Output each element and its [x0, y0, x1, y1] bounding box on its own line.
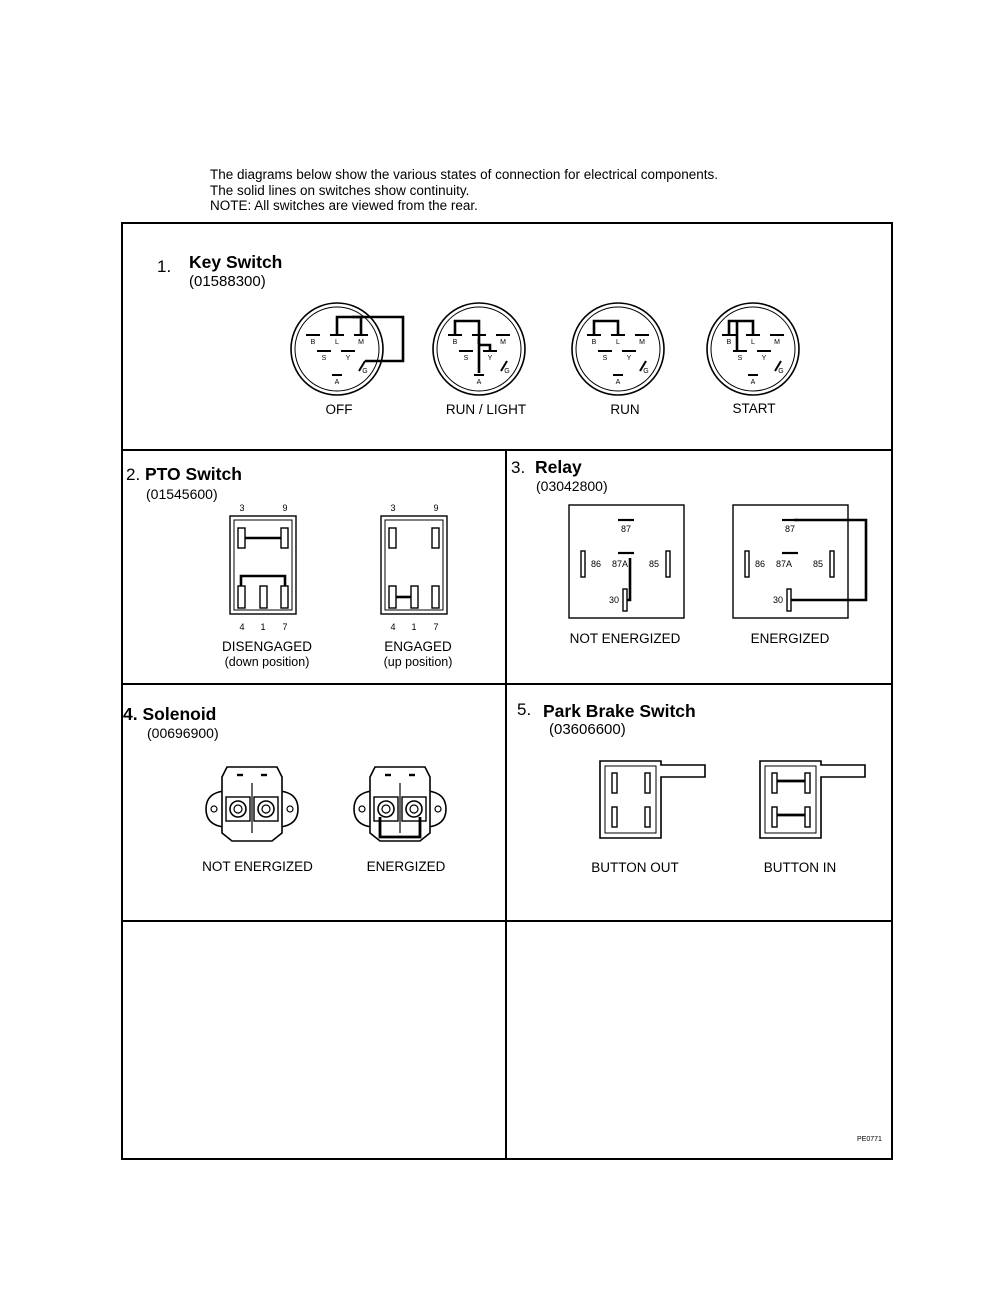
relay-label-87a: 87A	[775, 559, 793, 569]
pto-terminal-3	[389, 528, 396, 548]
key-switch-label-G: G	[778, 368, 784, 375]
key-switch-label-L: L	[751, 339, 755, 346]
divider-column	[505, 449, 507, 1158]
park-brake-state-button-out: BUTTON OUT	[591, 860, 679, 875]
relay-label-30: 30	[772, 595, 784, 605]
key-switch-start-diagram	[693, 295, 823, 405]
park-brake-terminal-bottom-right	[645, 807, 650, 827]
key-switch-state-run-light: RUN / LIGHT	[445, 402, 527, 417]
pto-switch-number: 2.	[126, 465, 141, 484]
relay-terminal-85	[830, 551, 834, 577]
key-switch-label-G: G	[362, 368, 368, 375]
relay-label-30: 30	[608, 595, 620, 605]
pto-terminal-9	[281, 528, 288, 548]
park-brake-button-in-diagram	[759, 760, 869, 842]
key-switch-label-M: M	[500, 339, 506, 346]
pto-pin-label-1: 1	[411, 622, 417, 632]
pto-terminal-1	[260, 586, 267, 608]
solenoid-part-number: (00696900)	[147, 725, 219, 741]
relay-terminal-85	[666, 551, 670, 577]
key-switch-part-number: (01588300)	[189, 273, 266, 290]
park-brake-button-out-diagram	[599, 760, 709, 842]
key-switch-title: Key Switch	[189, 252, 283, 272]
relay-energized-diagram	[732, 503, 877, 623]
relay-title: Relay	[535, 457, 582, 477]
pto-disengaged-diagram	[225, 500, 305, 635]
pto-terminal-7	[281, 586, 288, 608]
key-switch-label-S: S	[321, 355, 327, 362]
relay-label-85: 85	[812, 559, 824, 569]
pto-pin-label-4: 4	[390, 622, 396, 632]
relay-not-energized-diagram	[568, 503, 713, 623]
continuity-line-run-light-bl	[455, 321, 479, 335]
pto-state-engaged-note: (up position)	[383, 655, 453, 669]
key-switch-label-Y: Y	[345, 355, 351, 362]
pto-terminal-9	[432, 528, 439, 548]
relay-terminal-86	[581, 551, 585, 577]
park-brake-terminal-top-left	[612, 773, 617, 793]
relay-label-86: 86	[590, 559, 602, 569]
relay-label-86: 86	[754, 559, 766, 569]
key-switch-label-M: M	[358, 339, 364, 346]
key-switch-label-S: S	[737, 355, 743, 362]
key-switch-state-off: OFF	[325, 402, 353, 417]
relay-label-85: 85	[648, 559, 660, 569]
pto-pin-label-7: 7	[282, 622, 288, 632]
pto-switch-title: PTO Switch	[145, 464, 242, 484]
park-brake-terminal-bottom-right	[805, 807, 810, 827]
key-switch-number: 1.	[157, 257, 172, 276]
park-brake-number: 5.	[517, 700, 532, 719]
pto-state-engaged: ENGAGED	[384, 639, 452, 654]
pto-state-disengaged-note: (down position)	[224, 655, 310, 669]
park-brake-terminal-top-right	[645, 773, 650, 793]
key-switch-label-L: L	[477, 339, 481, 346]
solenoid-state-not-energized: NOT ENERGIZED	[202, 859, 313, 874]
solenoid-title: Solenoid	[142, 704, 217, 724]
pto-pin-label-9: 9	[433, 503, 439, 513]
continuity-line-run-bl	[594, 321, 618, 335]
continuity-line-start-bl	[729, 321, 753, 335]
solenoid-mount-hole-left	[211, 806, 217, 812]
pto-pin-label-1: 1	[260, 622, 266, 632]
pto-engaged-diagram	[376, 500, 456, 635]
relay-part-number: (03042800)	[536, 478, 608, 494]
key-switch-label-G: G	[504, 368, 510, 375]
park-brake-terminal-top-right	[805, 773, 810, 793]
solenoid-number: 4.	[123, 704, 138, 724]
key-switch-label-S: S	[463, 355, 469, 362]
key-switch-label-M: M	[774, 339, 780, 346]
key-switch-label-A: A	[615, 379, 621, 386]
key-switch-run-diagram	[558, 295, 688, 405]
key-switch-label-B: B	[726, 339, 732, 346]
park-brake-part-number: (03606600)	[549, 721, 626, 738]
figure-reference: PE0771	[857, 1136, 882, 1143]
pto-terminal-1	[411, 586, 418, 608]
relay-label-87: 87	[620, 524, 632, 534]
relay-terminal-30	[623, 589, 627, 611]
solenoid-title-line	[123, 704, 216, 725]
pto-state-disengaged: DISENGAGED	[221, 639, 313, 654]
relay-continuity-30-87	[791, 520, 866, 600]
pto-pin-label-3: 3	[239, 503, 245, 513]
pto-terminal-4	[389, 586, 396, 608]
intro-line-1: The diagrams below show the various states of connection for electrical components.	[210, 167, 719, 182]
pto-terminal-4	[238, 586, 245, 608]
relay-terminal-86	[745, 551, 749, 577]
park-brake-terminal-bottom-left	[772, 807, 777, 827]
key-switch-state-start: START	[732, 401, 776, 416]
key-switch-label-Y: Y	[761, 355, 767, 362]
pto-pin-label-7: 7	[433, 622, 439, 632]
park-brake-state-button-in: BUTTON IN	[763, 860, 837, 875]
key-switch-label-S: S	[602, 355, 608, 362]
key-switch-label-A: A	[334, 379, 340, 386]
key-switch-label-B: B	[452, 339, 458, 346]
pto-pin-label-9: 9	[282, 503, 288, 513]
solenoid-state-energized: ENERGIZED	[366, 859, 446, 874]
pto-switch-part-number: (01545600)	[146, 486, 218, 502]
pto-continuity-4-7	[241, 576, 285, 586]
key-switch-label-L: L	[335, 339, 339, 346]
park-brake-title: Park Brake Switch	[543, 701, 696, 721]
relay-state-energized: ENERGIZED	[750, 631, 830, 646]
pto-pin-label-4: 4	[239, 622, 245, 632]
solenoid-mount-hole-right	[287, 806, 293, 812]
key-switch-label-A: A	[750, 379, 756, 386]
relay-number: 3.	[511, 458, 526, 477]
key-switch-label-M: M	[639, 339, 645, 346]
park-brake-terminal-bottom-left	[612, 807, 617, 827]
key-switch-label-B: B	[591, 339, 597, 346]
key-switch-state-run: RUN	[610, 402, 640, 417]
solenoid-mount-hole-right	[435, 806, 441, 812]
key-switch-off-diagram	[277, 295, 407, 405]
key-switch-label-L: L	[616, 339, 620, 346]
key-switch-label-G: G	[643, 368, 649, 375]
key-switch-label-B: B	[310, 339, 316, 346]
pto-pin-label-3: 3	[390, 503, 396, 513]
relay-terminal-30	[787, 589, 791, 611]
continuity-line-off-top	[337, 317, 361, 335]
key-switch-label-A: A	[476, 379, 482, 386]
solenoid-not-energized-diagram	[202, 763, 302, 858]
key-switch-label-Y: Y	[626, 355, 632, 362]
intro-text	[210, 167, 718, 214]
key-switch-run-light-diagram	[419, 295, 549, 405]
solenoid-mount-hole-left	[359, 806, 365, 812]
pto-terminal-7	[432, 586, 439, 608]
park-brake-terminal-top-left	[772, 773, 777, 793]
relay-label-87a: 87A	[611, 559, 629, 569]
relay-label-87: 87	[784, 524, 796, 534]
pto-terminal-3	[238, 528, 245, 548]
intro-line-2: The solid lines on switches show continuity.	[210, 182, 470, 198]
relay-state-not-energized: NOT ENERGIZED	[569, 631, 681, 646]
solenoid-energized-diagram	[350, 763, 450, 858]
intro-line-3: NOTE: All switches are viewed from the rear.	[210, 198, 478, 213]
key-switch-label-Y: Y	[487, 355, 493, 362]
